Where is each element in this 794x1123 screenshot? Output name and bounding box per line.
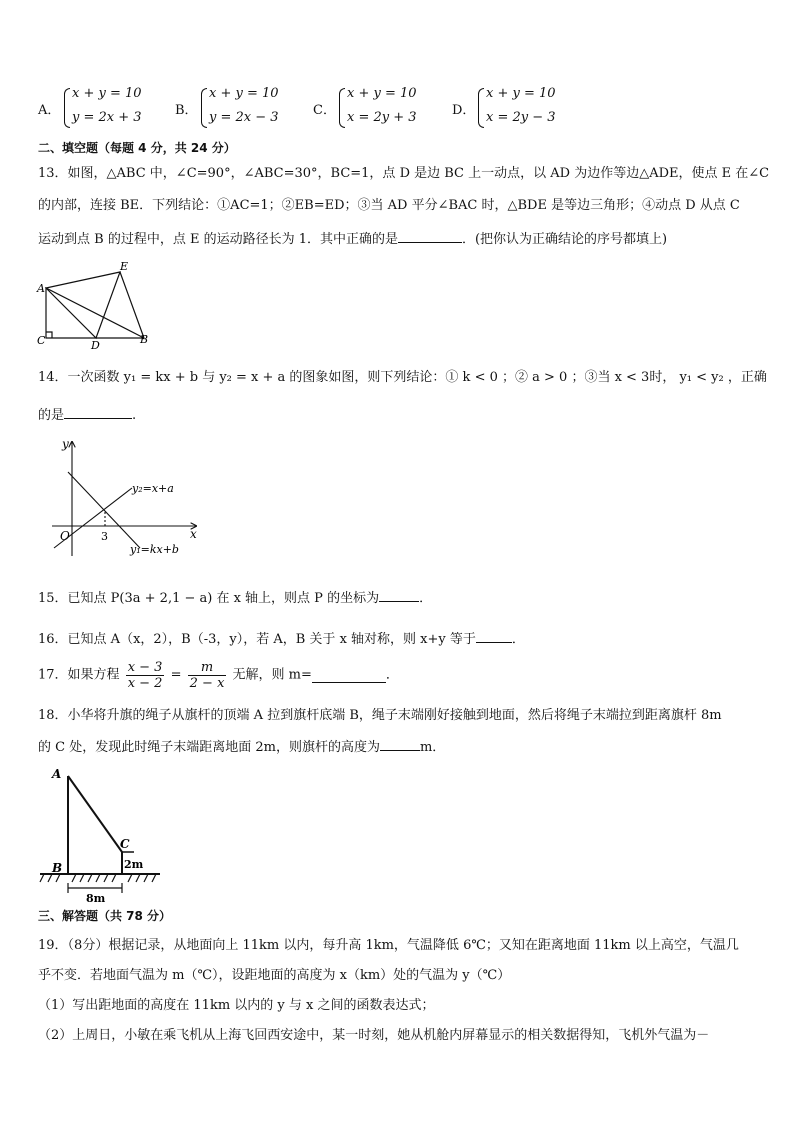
option-d	[452, 86, 592, 132]
q13-line2: 的内部，连接 BE．下列结论：①AC=1；②EB=ED；③当 AD 平分∠BAC 时，△BDE 是等边三角形；④动点 D 从点 C	[38, 198, 740, 213]
q17-line	[38, 660, 399, 691]
option-d-label: D．	[452, 103, 476, 118]
option-d-eq2: x = 2y − 3	[486, 110, 556, 125]
q19-line3: （1）写出距地面的高度在 11km 以内的 y 与 x 之间的函数表达式；	[38, 998, 435, 1013]
q18-figure	[36, 764, 166, 904]
q15-answer-blank[interactable]	[379, 587, 419, 602]
q15-line	[38, 587, 432, 609]
option-c-eq1: x + y = 10	[347, 86, 417, 101]
q15-end: ．	[419, 591, 433, 606]
q14-label-x: x	[190, 527, 197, 541]
q13-label-c: C	[37, 334, 46, 347]
option-c-eq2: x = 2y + 3	[347, 110, 417, 125]
option-b	[175, 86, 315, 132]
q17-prefix: 17．如果方程	[38, 667, 120, 683]
q18-label-8m: 8m	[86, 892, 106, 904]
q17-num1: x − 3	[127, 660, 163, 675]
q17-den2: 2 − x	[189, 676, 225, 691]
q13-label-d: D	[91, 339, 100, 350]
option-a-eq2: y = 2x + 3	[72, 110, 142, 125]
option-b-eq2: y = 2x − 3	[209, 110, 279, 125]
q13-triangle-ade	[46, 272, 120, 338]
option-c	[313, 86, 453, 132]
q14-line2-end: .	[132, 408, 137, 423]
q14-label-o: O	[60, 529, 70, 543]
q14-graph	[50, 436, 210, 560]
q16-line	[38, 628, 525, 650]
option-a	[38, 86, 178, 132]
option-a-brace	[64, 88, 70, 128]
q19-line1: 19．（8分）根据记录，从地面向上 11km 以内，每升高 1km，气温降低 6℃；又知在距离地面 11km 以上高空，气温几	[38, 938, 739, 953]
q14-line1: 14．一次函数 y₁ = kx + b 与 y₂ = x + a 的图象如图，则下列结论：① k < 0 ；② a > 0 ；③当 x < 3时， y₁ < y₂ ，正确	[38, 370, 767, 385]
option-b-eq1: x + y = 10	[209, 86, 279, 101]
q13-answer-blank[interactable]	[398, 228, 462, 243]
q13-triangle-acb	[46, 288, 144, 338]
q17-fraction-left	[126, 660, 165, 691]
q13-line3	[38, 228, 667, 250]
q15-text: 15．已知点 P(3a + 2,1 − a) 在 x 轴上，则点 P 的坐标为	[38, 591, 380, 606]
q18-label-2m: 2m	[124, 858, 144, 871]
section3-title: 三、解答题（共 78 分）	[38, 909, 172, 923]
q17-suffix: 无解，则 m=	[232, 667, 312, 683]
option-b-brace	[201, 88, 207, 128]
q14-answer-blank[interactable]	[64, 404, 132, 419]
option-a-eq1: x + y = 10	[72, 86, 142, 101]
q14-line2	[38, 404, 136, 426]
q13-figure	[36, 258, 166, 350]
q13-line3-text: 运动到点 B 的过程中，点 E 的运动路径长为 1．其中正确的是	[38, 232, 398, 247]
q18-label-b: B	[52, 861, 63, 875]
q17-num2: m	[188, 660, 227, 676]
q18-line2-end: m．	[419, 740, 446, 755]
q14-label-y: y	[62, 437, 69, 451]
q18-rope	[68, 776, 122, 852]
q14-label-3: 3	[101, 530, 108, 543]
q17-end: ．	[385, 667, 399, 683]
q13-label-e: E	[120, 260, 129, 273]
q18-label-a: A	[52, 767, 62, 781]
option-c-brace	[339, 88, 345, 128]
option-c-label: C．	[313, 103, 336, 118]
q16-text: 16．已知点 A（x，2），B（-3，y），若 A，B 关于 x 轴对称，则 x+y 等于	[38, 632, 476, 647]
q18-label-c: C	[120, 837, 130, 851]
option-d-brace	[478, 88, 484, 128]
q19-line4: （2）上周日，小敏在乘飞机从上海飞回西安途中，某一时刻，她从机舱内屏幕显示的相关数据得知，飞机外气温为－	[38, 1028, 710, 1043]
q18-answer-blank[interactable]	[380, 736, 420, 751]
q17-equals: =	[170, 667, 182, 683]
q19-line2: 乎不变．若地面气温为 m（℃），设距地面的高度为 x（km）处的气温为 y（℃）	[38, 968, 511, 983]
section2-title: 二、填空题（每题 4 分，共 24 分）	[38, 141, 236, 155]
q17-den1: x − 2	[127, 676, 163, 691]
option-a-label: A．	[38, 103, 61, 118]
q13-label-b: B	[140, 333, 149, 346]
q13-line3-end: ．(把你认为正确结论的序号都填上)	[461, 232, 668, 247]
option-d-eq1: x + y = 10	[486, 86, 556, 101]
q14-label-y1: y₁=kx+b	[130, 543, 179, 556]
q16-end: ．	[511, 632, 525, 647]
q13-line1: 13．如图，△ABC 中，∠C=90°，∠ABC=30°，BC=1，点 D 是边 BC 上一动点，以 AD 为边作等边△ADE，使点 E 在∠C	[38, 166, 770, 181]
q14-label-y2: y₂=x+a	[132, 482, 174, 495]
q13-right-angle-mark	[46, 332, 52, 338]
q17-answer-blank[interactable]	[312, 668, 386, 683]
q16-answer-blank[interactable]	[476, 628, 512, 643]
option-b-label: B．	[175, 103, 198, 118]
q18-line2	[38, 736, 445, 758]
q14-line2-text: 的是	[38, 408, 65, 423]
q17-fraction-right	[188, 660, 227, 691]
q18-line1: 18．小华将升旗的绳子从旗杆的顶端 A 拉到旗杆底端 B，绳子末端刚好接触到地面，然后将绳子末端拉到距离旗杆 8m	[38, 708, 722, 723]
q13-label-a: A	[37, 282, 45, 295]
q18-line2-text: 的 C 处，发现此时绳子末端距离地面 2m，则旗杆的高度为	[38, 740, 380, 755]
